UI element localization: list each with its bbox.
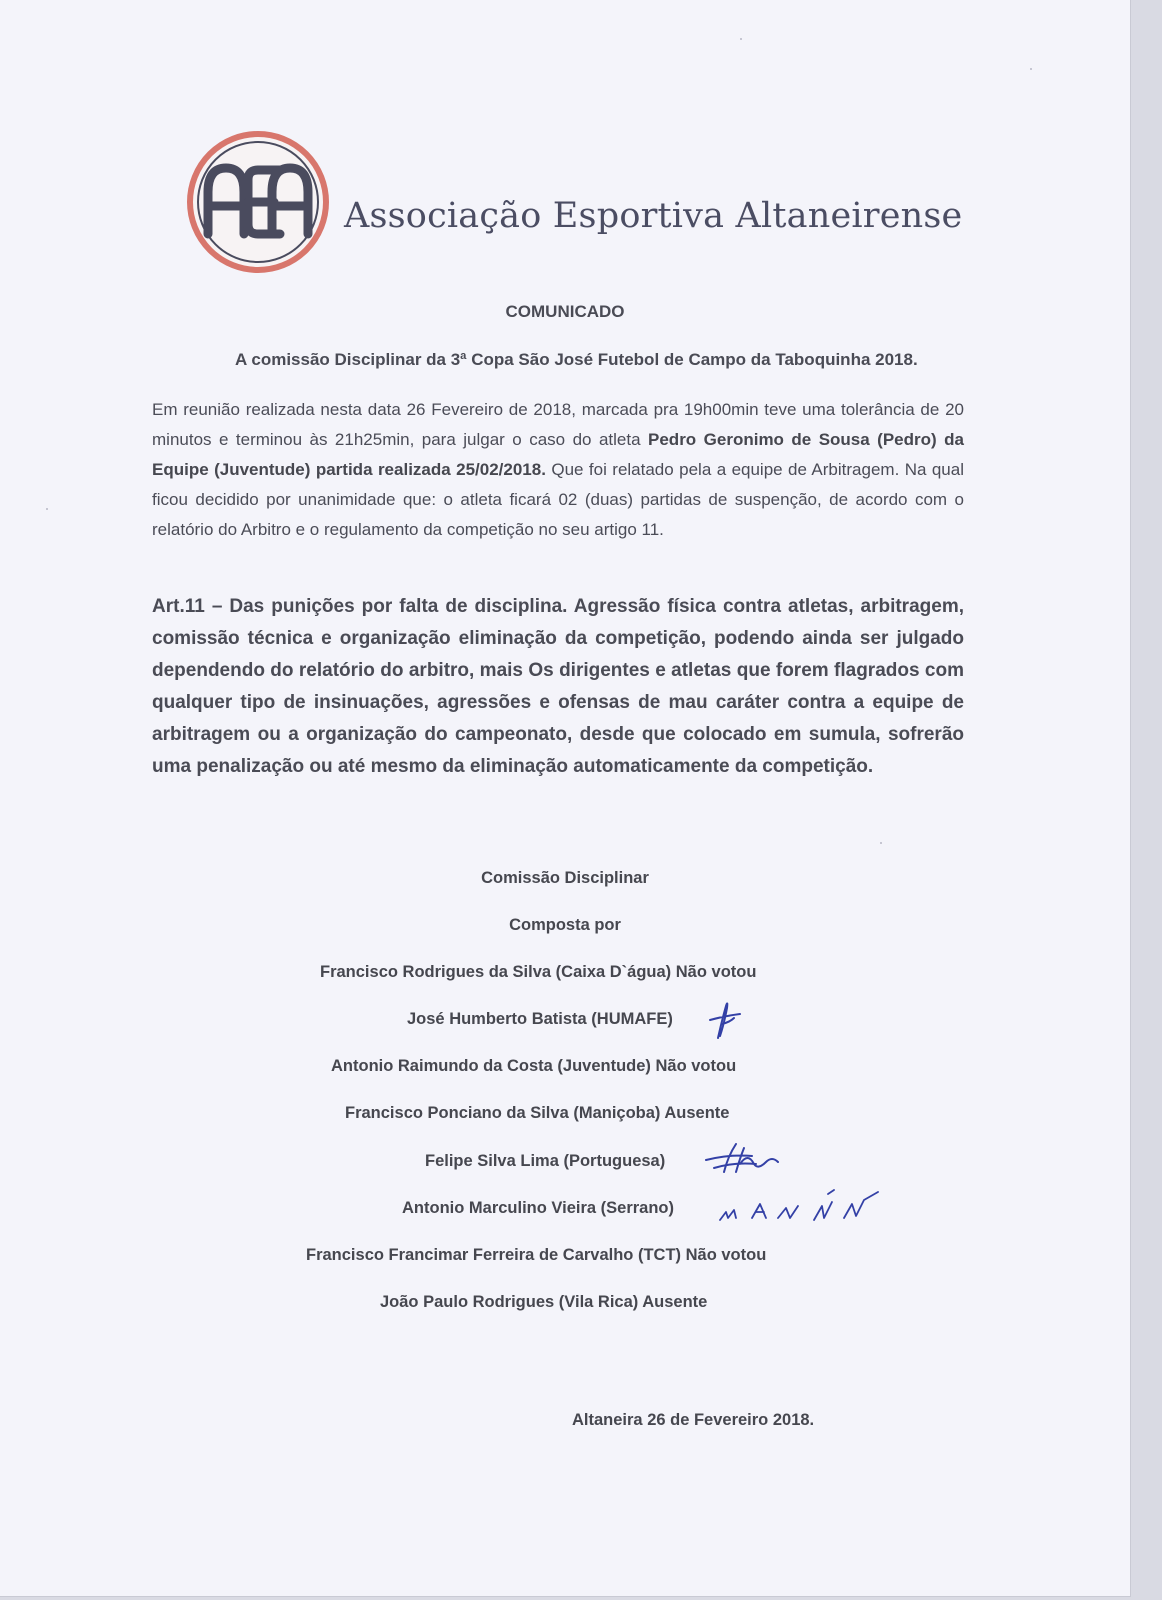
- committee-composed-by: Composta por: [509, 916, 621, 934]
- committee-member: Francisco Ponciano da Silva (Maniçoba) Ausente: [345, 1104, 730, 1122]
- committee-member: Francisco Rodrigues da Silva (Caixa D`água) Não votou: [320, 963, 757, 981]
- body-text-part2: Que foi relatado pela a equipe de Arbitragem. Na qual ficou decidido por unanimidade que: o atleta ficará 02 (duas) partidas de suspenção, de acordo com o relatório do Arbitro e o regulamento da competição no seu artigo 11.: [152, 460, 964, 539]
- body-text-bold: Pedro Geronimo de Sousa (Pedro) da Equipe (Juventude) partida realizada 25/02/2018.: [152, 430, 964, 479]
- page-title: COMUNICADO: [505, 302, 625, 321]
- scan-speck: [880, 842, 882, 844]
- committee-member: Antonio Marculino Vieira (Serrano): [402, 1199, 674, 1217]
- committee-member: Francisco Francimar Ferreira de Carvalho (TCT) Não votou: [306, 1246, 767, 1264]
- organization-name: Associação Esportiva Altaneirense: [344, 196, 963, 236]
- aea-logo: [186, 130, 330, 274]
- date-line: Altaneira 26 de Fevereiro 2018.: [572, 1411, 815, 1429]
- scan-speck: [1030, 68, 1032, 70]
- committee-member: José Humberto Batista (HUMAFE): [407, 1010, 673, 1028]
- signature-humberto: [700, 994, 750, 1044]
- article-11-text: Art.11 – Das punições por falta de disciplina. Agressão física contra atletas, arbitragem, comissão técnica e organização eliminação da competição, podendo ainda ser julgado dependendo do relatório do arbitro, mais Os dirigentes e atletas que forem flagrados com qualquer tipo de insinuações, agressões e ofensas de mau caráter contra a equipe de arbitragem ou a organização do campeonato, desde que colocado em sumula, sofrerão uma penalização ou até mesmo da eliminação automaticamente da competição.: [152, 596, 964, 777]
- committee-member: Antonio Raimundo da Costa (Juventude) Não votou: [331, 1057, 737, 1075]
- body-paragraph: [152, 395, 964, 545]
- body-text-part1: Em reunião realizada nesta data 26 Fevereiro de 2018, marcada pra 19h00min teve uma tolerância de 20 minutos e terminou às 21h25min, para julgar o caso do atleta: [152, 400, 964, 449]
- scan-speck: [740, 38, 742, 40]
- committee-member: Felipe Silva Lima (Portuguesa): [425, 1152, 666, 1170]
- subtitle: A comissão Disciplinar da 3ª Copa São José Futebol de Campo da Taboquinha 2018.: [235, 350, 918, 369]
- scan-speck: [46, 508, 48, 510]
- committee-heading: Comissão Disciplinar: [481, 869, 649, 887]
- committee-member: João Paulo Rodrigues (Vila Rica) Ausente: [380, 1293, 708, 1311]
- signature-marculino: [716, 1188, 894, 1232]
- signature-felipe: [700, 1138, 784, 1178]
